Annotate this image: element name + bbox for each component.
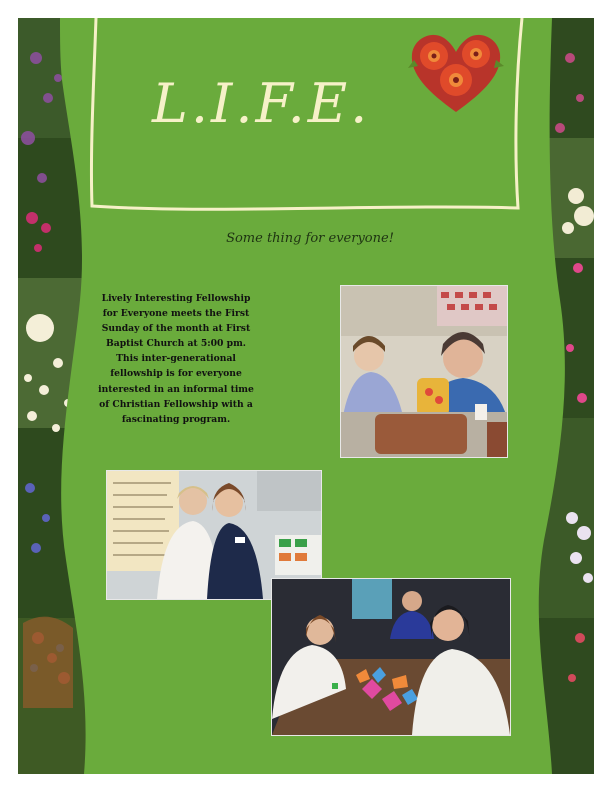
- flyer-title: L.I.F.E.: [152, 72, 371, 135]
- photo-crafting-table: [271, 578, 511, 736]
- description-text: Lively Interesting Fellowship for Everyone meets the First Sunday of the month at First Baptist Church at 5:00 pm. This inter-generational fellowship is for everyone interested in an informal time of Christian Fellowship with a fascinating program.: [98, 293, 254, 425]
- photo-seated-women: [340, 285, 508, 458]
- tagline: Some thing for everyone!: [226, 231, 394, 246]
- heart-flower-icon: [408, 30, 504, 116]
